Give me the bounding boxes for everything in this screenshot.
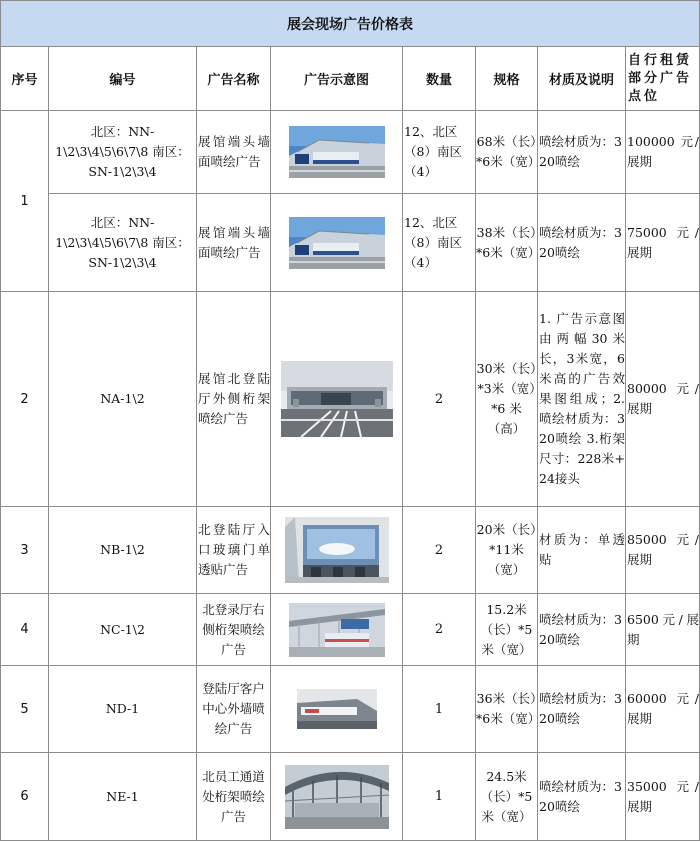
ad-name-cell: 北登陆厅入口玻璃门单透贴广告: [197, 507, 271, 594]
code-cell: NB-1\2: [49, 507, 197, 594]
exhibition-hall-facade-photo: [289, 126, 385, 178]
qty-cell: 12、北区（8）南区（4）: [403, 111, 476, 194]
ad-image-cell: [271, 666, 403, 753]
table-row: [1, 507, 700, 594]
material-cell: 喷绘材质为：320喷绘: [538, 753, 626, 841]
header-seq: 序号: [1, 47, 49, 111]
staff-passage-truss-photo: [285, 765, 389, 829]
table-row: [1, 594, 700, 666]
code-cell: 北区：NN-1\2\3\4\5\6\7\8 南区：SN-1\2\3\4: [49, 194, 197, 292]
ad-image-cell: [271, 753, 403, 841]
spec-cell: 38米（长）*6米（宽）: [476, 194, 538, 292]
glass-door-ad-photo: [285, 517, 389, 583]
header-price: 自行租赁部分广告点位: [626, 47, 700, 111]
ad-name-cell: 北员工通道处桁架喷绘广告: [197, 753, 271, 841]
material-cell: 喷绘材质为：320喷绘: [538, 111, 626, 194]
price-cell: 6500元/展期: [626, 594, 700, 666]
ad-image-cell: [271, 111, 403, 194]
price-cell: 85000 元/展期: [626, 507, 700, 594]
seq-cell: 6: [1, 753, 49, 841]
table-row: [1, 753, 700, 841]
table-row: [1, 292, 700, 507]
header-qty: 数量: [403, 47, 476, 111]
header-spec: 规格: [476, 47, 538, 111]
spec-cell: 24.5米（长）*5米（宽）: [476, 753, 538, 841]
price-cell: 60000 元/展期: [626, 666, 700, 753]
seq-cell: 2: [1, 292, 49, 507]
price-cell: 100000 元/展期: [626, 111, 700, 194]
price-cell: 35000 元/展期: [626, 753, 700, 841]
ad-name-cell: 展馆北登陆厅外侧桁架喷绘广告: [197, 292, 271, 507]
code-cell: NE-1: [49, 753, 197, 841]
right-truss-photo: [289, 603, 385, 657]
spec-cell: 30米（长）*3米（宽）*6 米（高）: [476, 292, 538, 507]
ad-image-cell: [271, 507, 403, 594]
qty-cell: 1: [403, 666, 476, 753]
header-row: [1, 47, 700, 111]
qty-cell: 12、北区（8）南区（4）: [403, 194, 476, 292]
spec-cell: 36米（长）*6米（宽）: [476, 666, 538, 753]
customer-center-wall-photo: [297, 689, 377, 729]
price-cell: 75000 元/展期: [626, 194, 700, 292]
table-title: 展会现场广告价格表: [1, 1, 700, 47]
qty-cell: 2: [403, 594, 476, 666]
ad-name-cell: 登陆厅客户中心外墙喷绘广告: [197, 666, 271, 753]
ad-name-cell: 展馆端头墙面喷绘广告: [197, 111, 271, 194]
table-row: [1, 111, 700, 194]
seq-cell: 1: [1, 111, 49, 292]
seq-cell: 4: [1, 594, 49, 666]
ad-name-cell: 展馆端头墙面喷绘广告: [197, 194, 271, 292]
table-row: [1, 666, 700, 753]
code-cell: ND-1: [49, 666, 197, 753]
north-hall-truss-photo: [281, 361, 393, 437]
header-ad-name: 广告名称: [197, 47, 271, 111]
ad-image-cell: [271, 292, 403, 507]
ad-image-cell: [271, 594, 403, 666]
exhibition-hall-facade-photo: [289, 217, 385, 269]
seq-cell: 3: [1, 507, 49, 594]
qty-cell: 2: [403, 292, 476, 507]
spec-cell: 20米（长）*11米（宽）: [476, 507, 538, 594]
ad-name-cell: 北登录厅右侧桁架喷绘广告: [197, 594, 271, 666]
price-cell: 80000 元/展期: [626, 292, 700, 507]
material-cell: 1. 广告示意图由两幅30米长，3米宽，6米高的广告效果图组成；2. 喷绘材质为：320喷绘 3.桁架尺寸：228米+24接头: [538, 292, 626, 507]
spec-cell: 68米（长）*6米（宽）: [476, 111, 538, 194]
material-cell: 材质为：单透贴: [538, 507, 626, 594]
code-cell: 北区：NN-1\2\3\4\5\6\7\8 南区：SN-1\2\3\4: [49, 111, 197, 194]
seq-cell: 5: [1, 666, 49, 753]
ad-image-cell: [271, 194, 403, 292]
material-cell: 喷绘材质为：320喷绘: [538, 194, 626, 292]
spec-cell: 15.2米（长）*5米（宽）: [476, 594, 538, 666]
header-material: 材质及说明: [538, 47, 626, 111]
qty-cell: 2: [403, 507, 476, 594]
header-ad-image: 广告示意图: [271, 47, 403, 111]
material-cell: 喷绘材质为：320喷绘: [538, 666, 626, 753]
code-cell: NA-1\2: [49, 292, 197, 507]
material-cell: 喷绘材质为：320喷绘: [538, 594, 626, 666]
code-cell: NC-1\2: [49, 594, 197, 666]
qty-cell: 1: [403, 753, 476, 841]
table-row: [1, 194, 700, 292]
header-code: 编号: [49, 47, 197, 111]
